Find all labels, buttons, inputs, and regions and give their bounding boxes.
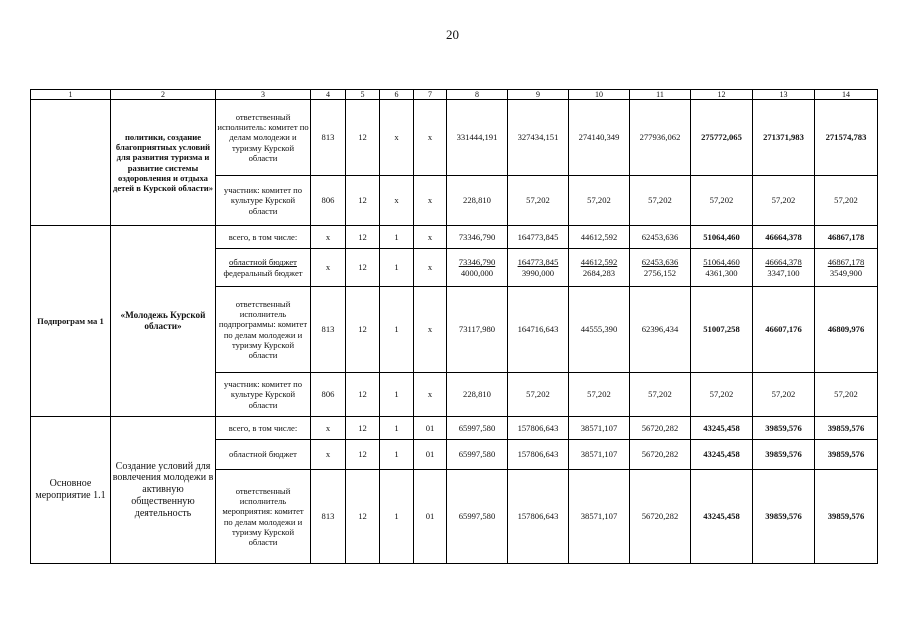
header-row bbox=[31, 90, 878, 100]
value-cell: 57,202 bbox=[753, 176, 815, 226]
value-cell: 57,202 bbox=[508, 176, 569, 226]
code-cell: 12 bbox=[346, 373, 380, 417]
code-cell: 1 bbox=[380, 440, 414, 470]
code-cell: 12 bbox=[346, 100, 380, 176]
program-name: политики, создание благоприятных условий для развития туризма и развитие системы оздоровления и отдыха детей в Курской области» bbox=[111, 100, 216, 226]
value-cell: 39859,576 bbox=[753, 470, 815, 564]
value-cell: 57,202 bbox=[569, 373, 630, 417]
value-cell: 228,810 bbox=[447, 176, 508, 226]
code-cell: х bbox=[414, 100, 447, 176]
code-cell: х bbox=[414, 287, 447, 373]
value-line: 3990,000 bbox=[521, 267, 555, 278]
value-cell: 39859,576 bbox=[815, 470, 878, 564]
code-cell: 12 bbox=[346, 176, 380, 226]
value-cell: 57,202 bbox=[691, 176, 753, 226]
value-line: 44612,592 bbox=[580, 257, 618, 268]
value-cell bbox=[569, 249, 630, 287]
value-cell: 57,202 bbox=[691, 373, 753, 417]
code-cell: х bbox=[311, 440, 346, 470]
activity-label: Основное мероприятие 1.1 bbox=[31, 417, 111, 564]
value-line: 46867,178 bbox=[827, 257, 865, 268]
value-cell bbox=[508, 249, 569, 287]
role-cell: областной бюджет bbox=[216, 440, 311, 470]
code-cell: х bbox=[414, 226, 447, 249]
value-cell: 57,202 bbox=[630, 373, 691, 417]
code-cell: 813 bbox=[311, 470, 346, 564]
code-cell: 1 bbox=[380, 287, 414, 373]
value-cell: 39859,576 bbox=[815, 417, 878, 440]
code-cell: х bbox=[311, 226, 346, 249]
role-cell: ответственный исполнитель: комитет по делам молодежи и туризму Курской области bbox=[216, 100, 311, 176]
value-cell: 331444,191 bbox=[447, 100, 508, 176]
header-cell: 5 bbox=[346, 90, 380, 100]
code-cell: х bbox=[414, 176, 447, 226]
value-cell: 56720,282 bbox=[630, 470, 691, 564]
value-line: 2756,152 bbox=[643, 267, 677, 278]
value-cell: 38571,107 bbox=[569, 417, 630, 440]
code-cell: х bbox=[380, 100, 414, 176]
value-line: 3549,900 bbox=[829, 267, 863, 278]
value-cell bbox=[447, 249, 508, 287]
value-line: 4000,000 bbox=[460, 267, 494, 278]
budget-table bbox=[30, 89, 878, 564]
value-cell: 73117,980 bbox=[447, 287, 508, 373]
value-cell: 39859,576 bbox=[815, 440, 878, 470]
header-cell: 1 bbox=[31, 90, 111, 100]
value-cell: 46867,178 bbox=[815, 226, 878, 249]
value-line: 4361,300 bbox=[705, 267, 738, 278]
value-cell: 277936,062 bbox=[630, 100, 691, 176]
value-cell: 274140,349 bbox=[569, 100, 630, 176]
code-cell: х bbox=[311, 249, 346, 287]
label-cell bbox=[31, 100, 111, 226]
value-cell: 57,202 bbox=[569, 176, 630, 226]
value-cell: 43245,458 bbox=[691, 440, 753, 470]
value-cell bbox=[630, 249, 691, 287]
value-cell: 57,202 bbox=[630, 176, 691, 226]
value-cell: 164773,845 bbox=[508, 226, 569, 249]
header-cell: 10 bbox=[569, 90, 630, 100]
value-cell: 65997,580 bbox=[447, 417, 508, 440]
code-cell: 12 bbox=[346, 226, 380, 249]
value-line: 46664,378 bbox=[765, 257, 802, 268]
value-cell: 38571,107 bbox=[569, 470, 630, 564]
code-cell: 12 bbox=[346, 249, 380, 287]
value-cell: 327434,151 bbox=[508, 100, 569, 176]
code-cell: х bbox=[414, 373, 447, 417]
value-cell: 164716,643 bbox=[508, 287, 569, 373]
value-cell: 46809,976 bbox=[815, 287, 878, 373]
value-cell: 38571,107 bbox=[569, 440, 630, 470]
code-cell: 813 bbox=[311, 100, 346, 176]
value-cell: 39859,576 bbox=[753, 417, 815, 440]
value-cell: 44612,592 bbox=[569, 226, 630, 249]
value-cell: 73346,790 bbox=[447, 226, 508, 249]
value-cell: 271574,783 bbox=[815, 100, 878, 176]
code-cell: х bbox=[380, 176, 414, 226]
header-cell: 13 bbox=[753, 90, 815, 100]
header-cell: 9 bbox=[508, 90, 569, 100]
code-cell: 01 bbox=[414, 440, 447, 470]
value-cell: 57,202 bbox=[753, 373, 815, 417]
code-cell: 01 bbox=[414, 470, 447, 564]
code-cell: 1 bbox=[380, 417, 414, 440]
value-cell: 56720,282 bbox=[630, 417, 691, 440]
value-cell: 51007,258 bbox=[691, 287, 753, 373]
code-cell: 12 bbox=[346, 417, 380, 440]
value-line: 164773,845 bbox=[517, 257, 559, 268]
value-line: 3347,100 bbox=[767, 267, 800, 278]
header-cell: 4 bbox=[311, 90, 346, 100]
value-cell: 44555,390 bbox=[569, 287, 630, 373]
role-cell: всего, в том числе: bbox=[216, 226, 311, 249]
value-cell: 275772,065 bbox=[691, 100, 753, 176]
value-cell bbox=[753, 249, 815, 287]
value-cell: 65997,580 bbox=[447, 440, 508, 470]
code-cell: х bbox=[414, 249, 447, 287]
value-line: 51064,460 bbox=[703, 257, 740, 268]
code-cell: 1 bbox=[380, 226, 414, 249]
value-cell: 46664,378 bbox=[753, 226, 815, 249]
value-cell: 62396,434 bbox=[630, 287, 691, 373]
code-cell: 12 bbox=[346, 440, 380, 470]
role-cell: участник: комитет по культуре Курской области bbox=[216, 176, 311, 226]
value-cell bbox=[815, 249, 878, 287]
role-line-regional: областной бюджет bbox=[229, 257, 297, 268]
value-cell: 62453,636 bbox=[630, 226, 691, 249]
activity-name: Создание условий для вовлечения молодежи в активную общественную деятельность bbox=[111, 417, 216, 564]
value-cell: 271371,983 bbox=[753, 100, 815, 176]
code-cell: 806 bbox=[311, 176, 346, 226]
value-cell bbox=[691, 249, 753, 287]
table-row bbox=[31, 417, 878, 440]
code-cell: 1 bbox=[380, 373, 414, 417]
header-cell: 3 bbox=[216, 90, 311, 100]
value-cell: 43245,458 bbox=[691, 470, 753, 564]
value-line: 62453,636 bbox=[641, 257, 679, 268]
page-number: 20 bbox=[446, 27, 459, 42]
value-cell: 57,202 bbox=[815, 176, 878, 226]
value-cell: 39859,576 bbox=[753, 440, 815, 470]
code-cell: 01 bbox=[414, 417, 447, 440]
header-cell: 6 bbox=[380, 90, 414, 100]
value-line: 73346,790 bbox=[458, 257, 496, 268]
value-cell: 56720,282 bbox=[630, 440, 691, 470]
code-cell: х bbox=[311, 417, 346, 440]
value-cell: 157806,643 bbox=[508, 440, 569, 470]
value-line: 2684,283 bbox=[582, 267, 616, 278]
value-cell: 46607,176 bbox=[753, 287, 815, 373]
role-cell: ответственный исполнитель мероприятия: комитет по делам молодежи и туризму Курской области bbox=[216, 470, 311, 564]
code-cell: 1 bbox=[380, 470, 414, 564]
header-cell: 12 bbox=[691, 90, 753, 100]
subprogram-label: Подпрограм ма 1 bbox=[31, 226, 111, 417]
value-cell: 157806,643 bbox=[508, 470, 569, 564]
subprogram-name: «Молодежь Курской области» bbox=[111, 226, 216, 417]
header-cell: 14 bbox=[815, 90, 878, 100]
code-cell: 1 bbox=[380, 249, 414, 287]
code-cell: 806 bbox=[311, 373, 346, 417]
value-cell: 157806,643 bbox=[508, 417, 569, 440]
header-cell: 11 bbox=[630, 90, 691, 100]
role-line-federal: федеральный бюджет bbox=[223, 267, 303, 278]
code-cell: 12 bbox=[346, 470, 380, 564]
header-cell: 2 bbox=[111, 90, 216, 100]
table-row bbox=[31, 226, 878, 249]
value-cell: 51064,460 bbox=[691, 226, 753, 249]
table-row bbox=[31, 100, 878, 176]
value-cell: 57,202 bbox=[508, 373, 569, 417]
code-cell: 12 bbox=[346, 287, 380, 373]
value-cell: 65997,580 bbox=[447, 470, 508, 564]
role-cell: всего, в том числе: bbox=[216, 417, 311, 440]
code-cell: 813 bbox=[311, 287, 346, 373]
role-cell bbox=[216, 249, 311, 287]
value-cell: 57,202 bbox=[815, 373, 878, 417]
role-cell: участник: комитет по культуре Курской области bbox=[216, 373, 311, 417]
role-cell: ответственный исполнитель подпрограммы: комитет по делам молодежи и туризму Курской области bbox=[216, 287, 311, 373]
header-cell: 8 bbox=[447, 90, 508, 100]
value-cell: 43245,458 bbox=[691, 417, 753, 440]
header-cell: 7 bbox=[414, 90, 447, 100]
value-cell: 228,810 bbox=[447, 373, 508, 417]
